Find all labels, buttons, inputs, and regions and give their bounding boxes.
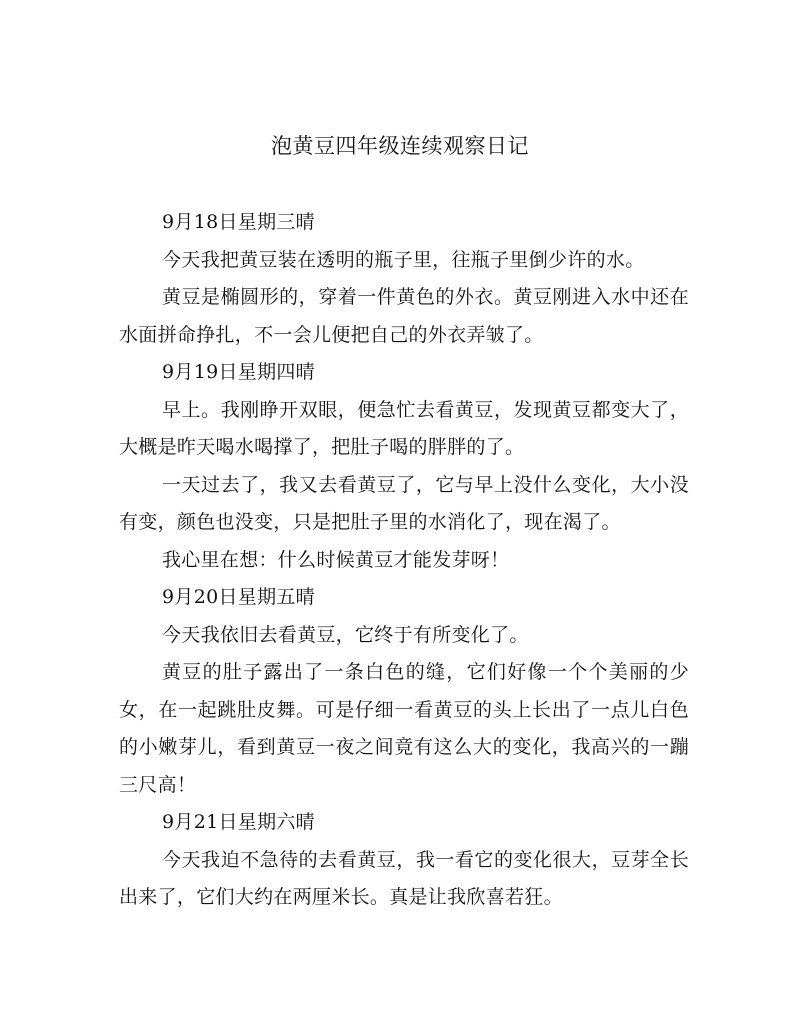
paragraph: 一天过去了，我又去看黄豆了，它与早上没什么变化，大小没有变，颜色也没变，只是把肚子里的水消化了，现在渴了。	[119, 473, 689, 533]
paragraph: 黄豆的肚子露出了一条白色的缝，它们好像一个个美丽的少女，在一起跳肚皮舞。可是仔细一看黄豆的头上长出了一点儿白色的小嫩芽儿，看到黄豆一夜之间竟有这么大的变化，我高兴的一蹦三尺高！	[119, 661, 689, 796]
entry-date-0918: 9月18日星期三晴	[162, 211, 315, 233]
paragraph: 今天我把黄豆装在透明的瓶子里，往瓶子里倒少许的水。	[162, 248, 645, 271]
paragraph: 我心里在想：什么时候黄豆才能发芽呀！	[162, 548, 510, 571]
paragraph: 早上。我刚睁开双眼，便急忙去看黄豆，发现黄豆都变大了，大概是昨天喝水喝撑了，把肚子喝的胖胖的了。	[119, 398, 689, 458]
document-title: 泡黄豆四年级连续观察日记	[271, 134, 529, 158]
entry-date-0920: 9月20日星期五晴	[162, 586, 315, 608]
entry-date-0921: 9月21日星期六晴	[162, 811, 315, 833]
paragraph: 今天我依旧去看黄豆，它终于有所变化了。	[162, 623, 529, 646]
paragraph: 黄豆是椭圆形的，穿着一件黄色的外衣。黄豆刚进入水中还在水面拼命挣扎，不一会儿便把自己的外衣弄皱了。	[119, 286, 689, 346]
document-body	[119, 204, 689, 917]
paragraph: 今天我迫不急待的去看黄豆，我一看它的变化很大，豆芽全长出来了，它们大约在两厘米长。真是让我欣喜若狂。	[119, 848, 689, 908]
entry-date-0919: 9月19日星期四晴	[162, 361, 315, 383]
